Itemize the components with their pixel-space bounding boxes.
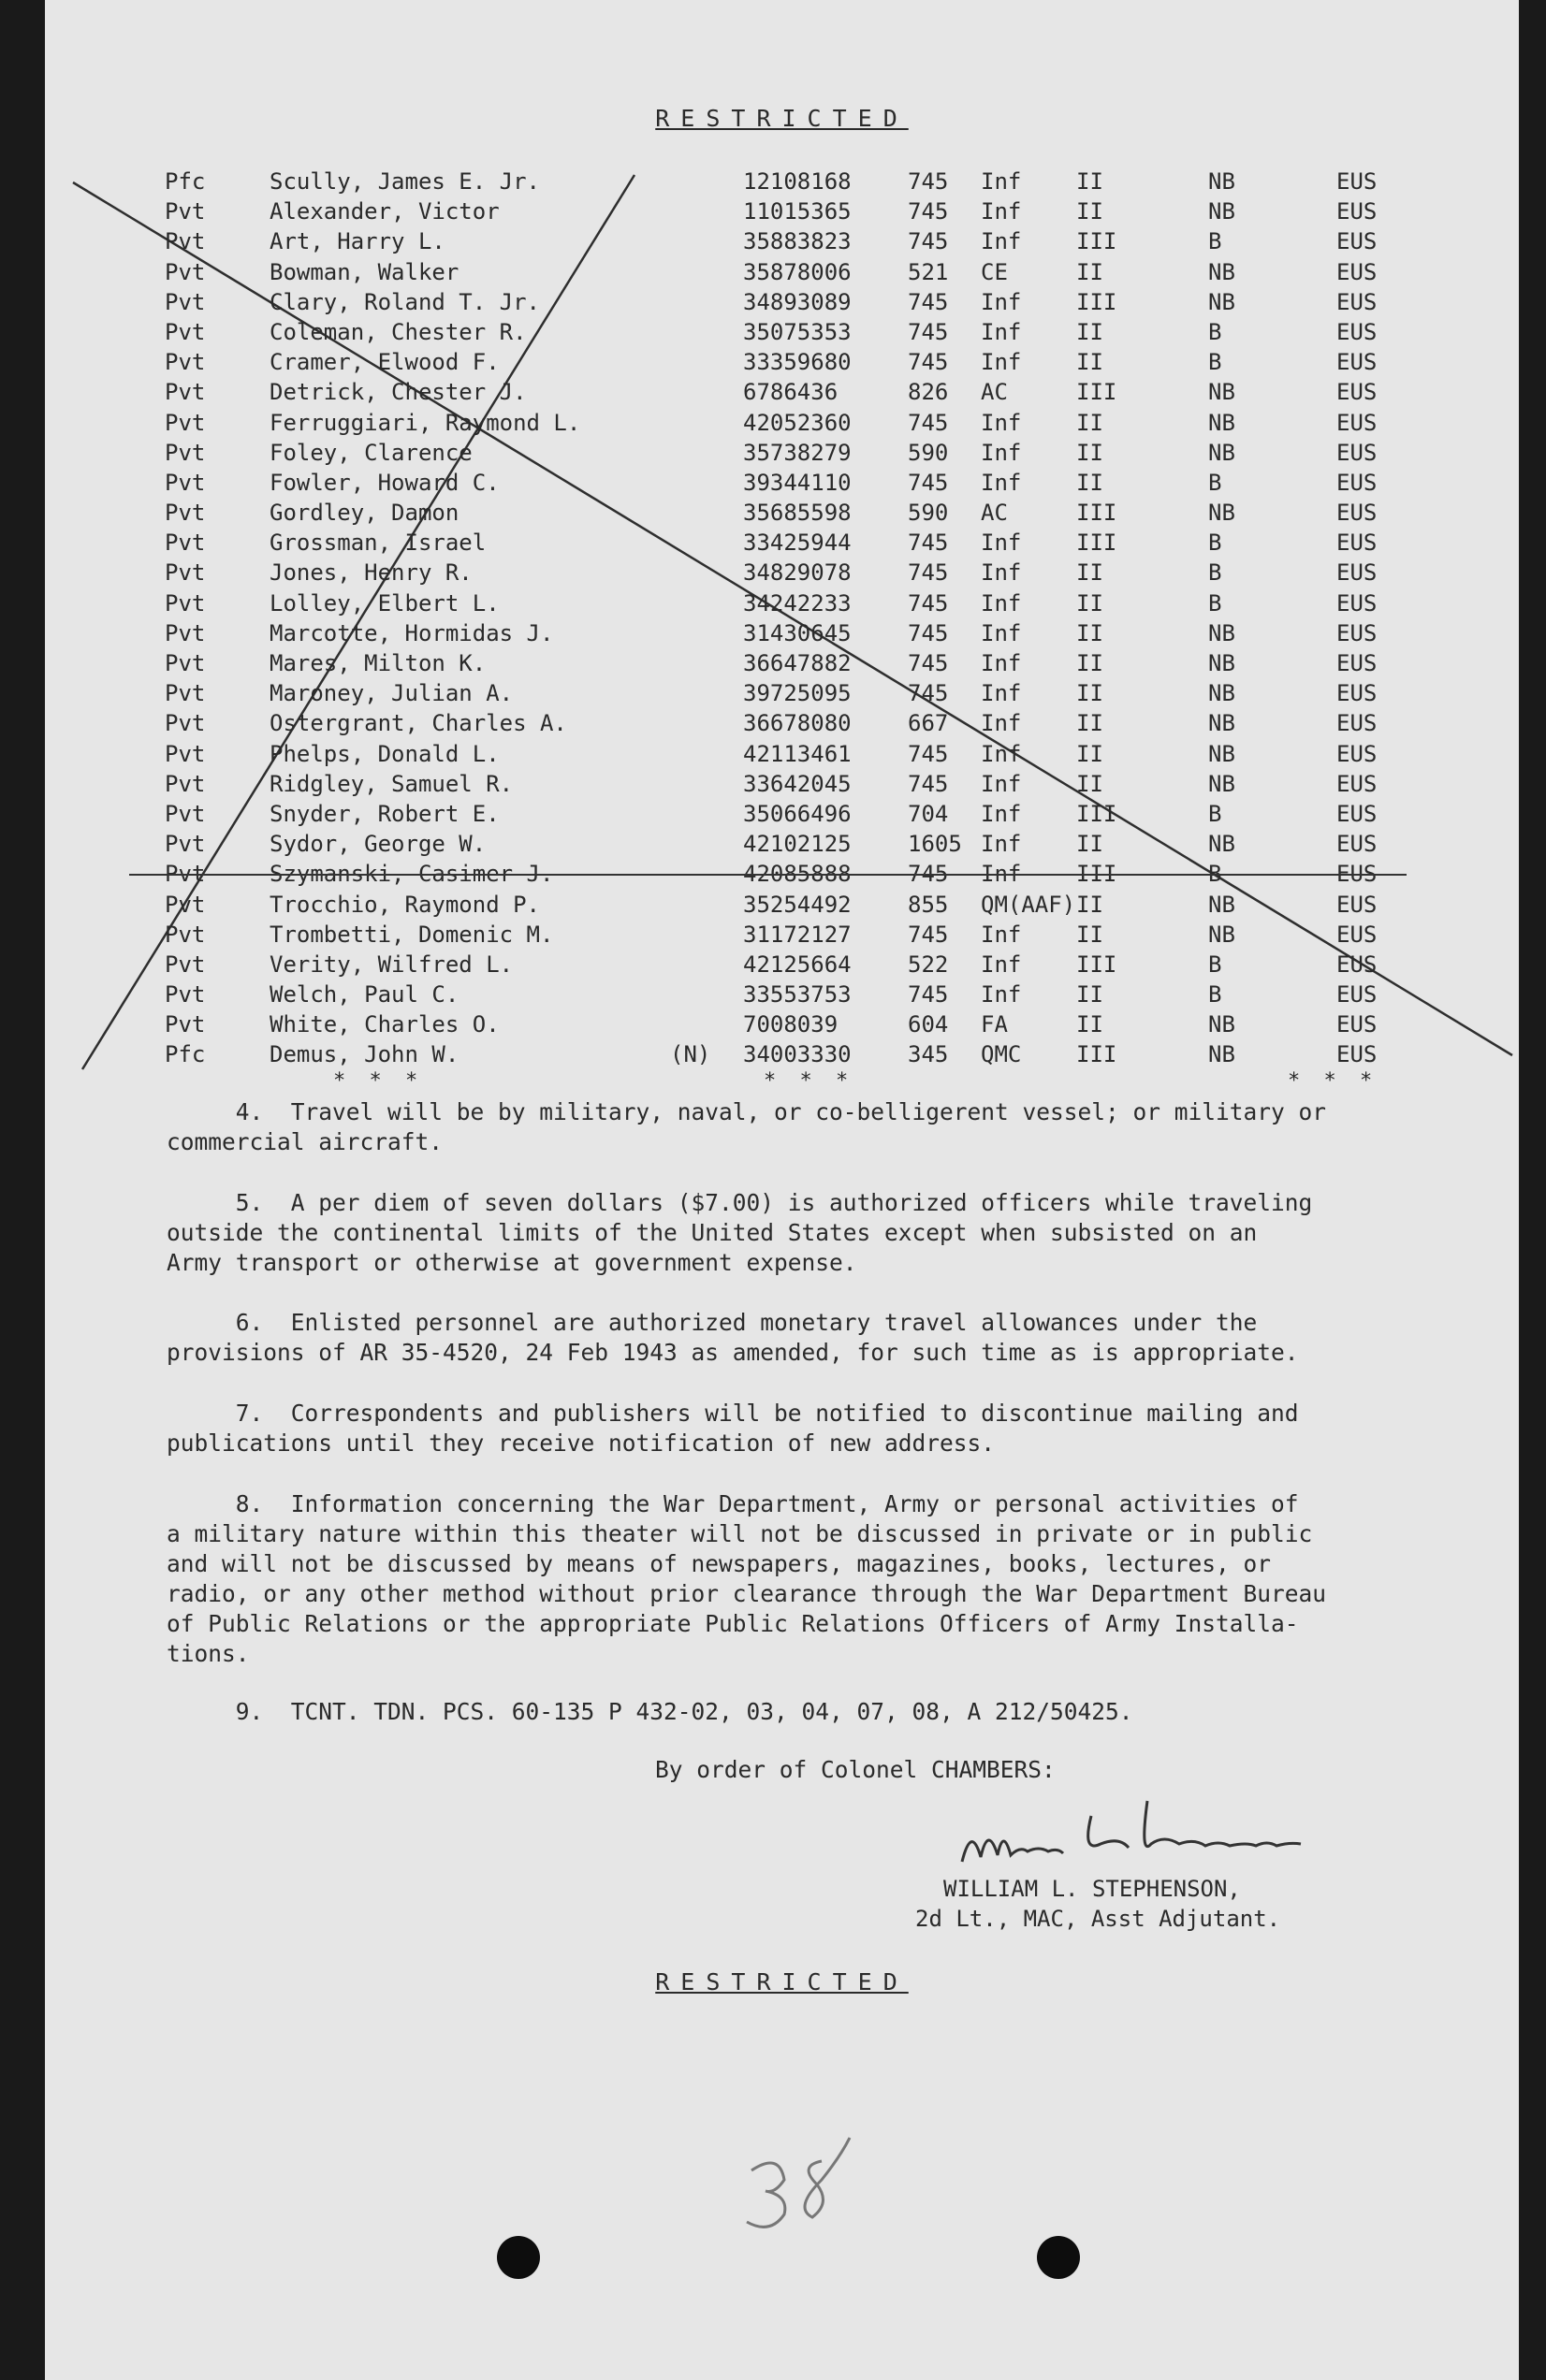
order-line: By order of Colonel CHAMBERS: (655, 1756, 1056, 1783)
roster-name: Detrick, Chester J. (270, 379, 527, 406)
roster-mos: 745 (908, 921, 949, 948)
roster-mos: 745 (908, 650, 949, 676)
roster-nb: B (1208, 530, 1222, 557)
roster-nb: NB (1208, 288, 1235, 315)
roster-nb: NB (1208, 1041, 1235, 1068)
roster-mos: 745 (908, 589, 949, 617)
classification-footer: RESTRICTED (655, 1968, 909, 1995)
roster-asn: 31172127 (743, 921, 852, 948)
binder-hole (1037, 2236, 1080, 2279)
roster-asn: 33553753 (743, 981, 852, 1009)
roster-mos: 745 (908, 559, 949, 587)
roster-arm: QMC (981, 1041, 1022, 1068)
omission-mark: * * * (764, 1069, 854, 1093)
signer-title: 2d Lt., MAC, Asst Adjutant. (915, 1906, 1281, 1932)
roster-mos: 345 (908, 1041, 949, 1068)
handwritten-page-number (700, 2124, 887, 2245)
roster-nb: NB (1208, 500, 1235, 527)
roster-cls: II (1076, 318, 1103, 345)
roster-mos: 604 (908, 1011, 949, 1038)
roster-asn: 34242233 (743, 589, 852, 617)
roster-arm: Inf (981, 951, 1022, 978)
roster-dest: EUS (1336, 680, 1378, 707)
roster-row (45, 739, 1519, 769)
roster-dest: EUS (1336, 349, 1378, 376)
roster-name: Ostergrant, Charles A. (270, 710, 567, 737)
roster-arm: Inf (981, 349, 1022, 376)
roster-cls: II (1076, 619, 1103, 646)
roster-arm: Inf (981, 439, 1022, 466)
roster-row (45, 468, 1519, 498)
roster-rank: Pvt (165, 530, 206, 557)
roster-dest: EUS (1336, 168, 1378, 195)
roster-rank: Pvt (165, 379, 206, 406)
roster-row (45, 257, 1519, 287)
roster-row (45, 287, 1519, 317)
roster-row (45, 980, 1519, 1009)
roster-mos: 745 (908, 770, 949, 797)
roster-name: Grossman, Israel (270, 530, 487, 557)
roster-asn: 42102125 (743, 831, 852, 858)
roster-dest: EUS (1336, 318, 1378, 345)
roster-dest: EUS (1336, 379, 1378, 406)
roster-row (45, 167, 1519, 196)
roster-row (45, 498, 1519, 528)
roster-asn: 35685598 (743, 500, 852, 527)
roster-mos: 745 (908, 409, 949, 436)
roster-row (45, 558, 1519, 588)
roster-rank: Pfc (165, 168, 206, 195)
roster-name: Foley, Clarence (270, 439, 473, 466)
roster-mos: 522 (908, 951, 949, 978)
roster-cls: II (1076, 921, 1103, 948)
roster-cls: II (1076, 559, 1103, 587)
roster-nb: NB (1208, 740, 1235, 767)
roster-cls: III (1076, 500, 1117, 527)
roster-nb: B (1208, 981, 1222, 1009)
roster-row (45, 1039, 1519, 1069)
roster-dest: EUS (1336, 619, 1378, 646)
roster-rank: Pvt (165, 770, 206, 797)
roster-nb: NB (1208, 770, 1235, 797)
roster-row (45, 829, 1519, 859)
roster-mos: 745 (908, 740, 949, 767)
roster-row (45, 708, 1519, 738)
roster-rank: Pvt (165, 619, 206, 646)
roster-mos: 745 (908, 861, 949, 888)
roster-mos: 745 (908, 349, 949, 376)
roster-mos: 704 (908, 800, 949, 827)
roster-name: Cramer, Elwood F. (270, 349, 500, 376)
roster-mos: 745 (908, 318, 949, 345)
roster-name: Clary, Roland T. Jr. (270, 288, 540, 315)
roster-asn: 11015365 (743, 198, 852, 225)
roster-arm: Inf (981, 770, 1022, 797)
roster-cls: II (1076, 439, 1103, 466)
roster-arm: Inf (981, 981, 1022, 1009)
roster-nb: NB (1208, 409, 1235, 436)
roster-name: White, Charles O. (270, 1011, 500, 1038)
roster-cls: III (1076, 530, 1117, 557)
roster-asn: 42085888 (743, 861, 852, 888)
roster-mos: 745 (908, 981, 949, 1009)
roster-row (45, 196, 1519, 226)
roster-dest: EUS (1336, 258, 1378, 285)
roster-nb: NB (1208, 680, 1235, 707)
roster-asn: 34003330 (743, 1041, 852, 1068)
roster-cls: III (1076, 228, 1117, 255)
roster-rank: Pvt (165, 800, 206, 827)
roster-rank: Pvt (165, 650, 206, 676)
roster-arm: Inf (981, 559, 1022, 587)
roster-mos: 826 (908, 379, 949, 406)
roster-asn: 36678080 (743, 710, 852, 737)
roster-rank: Pvt (165, 409, 206, 436)
roster-arm: Inf (981, 680, 1022, 707)
roster-nb: B (1208, 800, 1222, 827)
roster-name: Maroney, Julian A. (270, 680, 514, 707)
roster-row (45, 859, 1519, 889)
roster-dest: EUS (1336, 650, 1378, 676)
roster-mos: 745 (908, 288, 949, 315)
roster-row (45, 226, 1519, 256)
roster-nb: NB (1208, 198, 1235, 225)
roster-asn: 31430645 (743, 619, 852, 646)
roster-dest: EUS (1336, 530, 1378, 557)
roster-arm: Inf (981, 831, 1022, 858)
roster-cls: II (1076, 258, 1103, 285)
roster-name: Jones, Henry R. (270, 559, 473, 587)
roster-arm: AC (981, 379, 1008, 406)
roster-arm: Inf (981, 619, 1022, 646)
roster-asn: 35075353 (743, 318, 852, 345)
roster-rank: Pvt (165, 740, 206, 767)
roster-name: Alexander, Victor (270, 198, 500, 225)
roster-mos: 667 (908, 710, 949, 737)
roster-row (45, 678, 1519, 708)
roster-nb: B (1208, 951, 1222, 978)
roster-mos: 855 (908, 891, 949, 918)
roster-nb: NB (1208, 831, 1235, 858)
roster-asn: 7008039 (743, 1011, 839, 1038)
roster-asn: 33425944 (743, 530, 852, 557)
roster-dest: EUS (1336, 891, 1378, 918)
roster-dest: EUS (1336, 409, 1378, 436)
roster-asn: 35066496 (743, 800, 852, 827)
roster-rank: Pvt (165, 500, 206, 527)
roster-arm: Inf (981, 530, 1022, 557)
roster-name: Fowler, Howard C. (270, 469, 500, 496)
roster-dest: EUS (1336, 710, 1378, 737)
roster-nb: B (1208, 228, 1222, 255)
roster-arm: AC (981, 500, 1008, 527)
roster-name: Mares, Milton K. (270, 650, 487, 676)
paragraph-8: 8. Information concerning the War Department, Army or personal activities of a military nature within this theater will not be discussed in private or in public and will not be discussed by means of newspapers, magazines, books, lectures, or radio, or any other method without prior clearance through the War Department Bureau of Public Relations or the appropriate Public Relations Officers of Army Installa- tions. (167, 1490, 1327, 1667)
roster-arm: CE (981, 258, 1008, 285)
roster-dest: EUS (1336, 981, 1378, 1009)
roster-rank: Pvt (165, 680, 206, 707)
roster-cls: II (1076, 469, 1103, 496)
roster-cls: II (1076, 770, 1103, 797)
roster-row (45, 618, 1519, 648)
roster-name: Welch, Paul C. (270, 981, 459, 1009)
roster-asn: 35883823 (743, 228, 852, 255)
roster-nb: B (1208, 861, 1222, 888)
roster-dest: EUS (1336, 439, 1378, 466)
roster-name: Verity, Wilfred L. (270, 951, 514, 978)
roster-dest: EUS (1336, 770, 1378, 797)
roster-rank: Pvt (165, 589, 206, 617)
roster-name: Demus, John W. (270, 1041, 459, 1068)
roster-rank: Pvt (165, 891, 206, 918)
roster-arm: Inf (981, 228, 1022, 255)
roster-cls: II (1076, 1011, 1103, 1038)
omission-mark: * * * (1288, 1069, 1378, 1093)
paragraph-6: 6. Enlisted personnel are authorized monetary travel allowances under the provisions of AR 35-4520, 24 Feb 1943 as amended, for such time as is appropriate. (167, 1309, 1299, 1366)
roster-row (45, 377, 1519, 407)
roster-name: Coleman, Chester R. (270, 318, 527, 345)
roster-row (45, 438, 1519, 468)
roster-cls: II (1076, 891, 1103, 918)
roster-cls: II (1076, 409, 1103, 436)
roster-dest: EUS (1336, 1011, 1378, 1038)
roster-cls: II (1076, 981, 1103, 1009)
roster-asn: 34893089 (743, 288, 852, 315)
roster-rank: Pvt (165, 439, 206, 466)
roster-rank: Pvt (165, 288, 206, 315)
roster-name: Trombetti, Domenic M. (270, 921, 554, 948)
roster-dest: EUS (1336, 589, 1378, 617)
paragraph-9: 9. TCNT. TDN. PCS. 60-135 P 432-02, 03, 04, 07, 08, A 212/50425. (167, 1698, 1133, 1725)
roster-rank: Pvt (165, 198, 206, 225)
roster-nb: NB (1208, 619, 1235, 646)
roster-arm: Inf (981, 409, 1022, 436)
roster-row (45, 920, 1519, 950)
roster-name: Ridgley, Samuel R. (270, 770, 514, 797)
roster-arm: Inf (981, 740, 1022, 767)
roster-asn: 39344110 (743, 469, 852, 496)
roster-rank: Pvt (165, 559, 206, 587)
roster-dest: EUS (1336, 500, 1378, 527)
roster-arm: Inf (981, 800, 1022, 827)
roster-cls: II (1076, 680, 1103, 707)
roster-arm: Inf (981, 589, 1022, 617)
roster-mos: 745 (908, 168, 949, 195)
roster-rank: Pvt (165, 349, 206, 376)
roster-rank: Pvt (165, 951, 206, 978)
roster-name: Gordley, Damon (270, 500, 459, 527)
roster-asn: 42113461 (743, 740, 852, 767)
roster-nb: NB (1208, 710, 1235, 737)
roster-dest: EUS (1336, 951, 1378, 978)
roster-nb: B (1208, 469, 1222, 496)
roster-asn: 36647882 (743, 650, 852, 676)
roster-rank: Pvt (165, 921, 206, 948)
roster-nb: NB (1208, 891, 1235, 918)
roster-cls: III (1076, 1041, 1117, 1068)
roster-rank: Pvt (165, 710, 206, 737)
roster-cls: II (1076, 740, 1103, 767)
roster-arm: Inf (981, 710, 1022, 737)
roster-asn: 42052360 (743, 409, 852, 436)
roster-row (45, 408, 1519, 438)
paragraph-4: 4. Travel will be by military, naval, or co-belligerent vessel; or military or commercial aircraft. (167, 1098, 1327, 1155)
omission-mark: * * * (333, 1069, 424, 1093)
roster-cls: III (1076, 861, 1117, 888)
roster-asn: 35738279 (743, 439, 852, 466)
roster-nb: NB (1208, 379, 1235, 406)
roster-name: Phelps, Donald L. (270, 740, 500, 767)
roster-rank: Pvt (165, 258, 206, 285)
roster-dest: EUS (1336, 921, 1378, 948)
roster-name: Art, Harry L. (270, 228, 445, 255)
roster-cls: III (1076, 379, 1117, 406)
roster-nb: B (1208, 589, 1222, 617)
roster-arm: FA (981, 1011, 1008, 1038)
roster-dest: EUS (1336, 740, 1378, 767)
roster-asn: 33359680 (743, 349, 852, 376)
roster-name: Ferruggiari, Raymond L. (270, 409, 581, 436)
signer-name: WILLIAM L. STEPHENSON, (943, 1876, 1241, 1902)
roster-dest: EUS (1336, 831, 1378, 858)
roster-dest: EUS (1336, 288, 1378, 315)
roster-asn: 35878006 (743, 258, 852, 285)
binder-hole (497, 2236, 540, 2279)
roster-cls: III (1076, 288, 1117, 315)
roster-cls: II (1076, 710, 1103, 737)
roster-nb: NB (1208, 258, 1235, 285)
personnel-roster (45, 167, 1519, 1070)
roster-mos: 745 (908, 469, 949, 496)
roster-row (45, 347, 1519, 377)
roster-dest: EUS (1336, 800, 1378, 827)
roster-mos: 521 (908, 258, 949, 285)
roster-asn: 39725095 (743, 680, 852, 707)
roster-mos: 745 (908, 530, 949, 557)
roster-dest: EUS (1336, 1041, 1378, 1068)
roster-asn: 34829078 (743, 559, 852, 587)
roster-arm: Inf (981, 198, 1022, 225)
roster-row (45, 890, 1519, 920)
roster-name: Snyder, Robert E. (270, 800, 500, 827)
roster-mos: 590 (908, 500, 949, 527)
roster-name: Trocchio, Raymond P. (270, 891, 540, 918)
roster-dest: EUS (1336, 198, 1378, 225)
roster-rank: Pvt (165, 1011, 206, 1038)
roster-rank: Pvt (165, 228, 206, 255)
roster-row (45, 950, 1519, 980)
roster-dest: EUS (1336, 469, 1378, 496)
roster-cls: II (1076, 349, 1103, 376)
roster-note: (N) (670, 1041, 711, 1068)
roster-name: Sydor, George W. (270, 831, 487, 858)
roster-cls: III (1076, 951, 1117, 978)
roster-mos: 745 (908, 228, 949, 255)
roster-rank: Pvt (165, 831, 206, 858)
roster-arm: Inf (981, 861, 1022, 888)
roster-asn: 35254492 (743, 891, 852, 918)
roster-asn: 12108168 (743, 168, 852, 195)
roster-row (45, 648, 1519, 678)
document-page (45, 0, 1519, 2380)
roster-cls: II (1076, 198, 1103, 225)
roster-name: Szymanski, Casimer J. (270, 861, 554, 888)
roster-mos: 745 (908, 198, 949, 225)
roster-name: Marcotte, Hormidas J. (270, 619, 554, 646)
roster-row (45, 769, 1519, 799)
roster-mos: 745 (908, 680, 949, 707)
roster-mos: 590 (908, 439, 949, 466)
roster-row (45, 799, 1519, 829)
roster-nb: NB (1208, 921, 1235, 948)
roster-rank: Pvt (165, 469, 206, 496)
roster-rank: Pvt (165, 318, 206, 345)
roster-row (45, 588, 1519, 618)
roster-cls: III (1076, 800, 1117, 827)
roster-nb: B (1208, 349, 1222, 376)
roster-name: Bowman, Walker (270, 258, 459, 285)
roster-rank: Pvt (165, 861, 206, 888)
roster-nb: NB (1208, 650, 1235, 676)
roster-row (45, 1009, 1519, 1039)
roster-dest: EUS (1336, 228, 1378, 255)
roster-cls: II (1076, 831, 1103, 858)
roster-asn: 6786436 (743, 379, 839, 406)
roster-rank: Pvt (165, 981, 206, 1009)
roster-name: Scully, James E. Jr. (270, 168, 540, 195)
roster-cls: II (1076, 168, 1103, 195)
roster-mos: 1605 (908, 831, 962, 858)
roster-arm: Inf (981, 469, 1022, 496)
roster-nb: NB (1208, 439, 1235, 466)
roster-row (45, 317, 1519, 347)
roster-arm: Inf (981, 288, 1022, 315)
roster-mos: 745 (908, 619, 949, 646)
roster-cls: II (1076, 650, 1103, 676)
roster-nb: NB (1208, 168, 1235, 195)
roster-asn: 42125664 (743, 951, 852, 978)
roster-nb: B (1208, 559, 1222, 587)
paragraph-7: 7. Correspondents and publishers will be notified to discontinue mailing and publications until they receive notification of new address. (167, 1400, 1299, 1457)
roster-arm: QM(AAF) (981, 891, 1076, 918)
roster-cls: II (1076, 589, 1103, 617)
roster-nb: B (1208, 318, 1222, 345)
roster-rank: Pfc (165, 1041, 206, 1068)
roster-arm: Inf (981, 650, 1022, 676)
roster-asn: 33642045 (743, 770, 852, 797)
roster-name: Lolley, Elbert L. (270, 589, 500, 617)
roster-dest: EUS (1336, 559, 1378, 587)
roster-nb: NB (1208, 1011, 1235, 1038)
roster-arm: Inf (981, 921, 1022, 948)
roster-arm: Inf (981, 168, 1022, 195)
roster-arm: Inf (981, 318, 1022, 345)
roster-row (45, 528, 1519, 558)
roster-dest: EUS (1336, 861, 1378, 888)
paragraph-5: 5. A per diem of seven dollars ($7.00) is authorized officers while traveling outside the continental limits of the United States except when subsisted on an Army transport or otherwise at government expense. (167, 1189, 1313, 1276)
classification-header: RESTRICTED (655, 105, 909, 132)
